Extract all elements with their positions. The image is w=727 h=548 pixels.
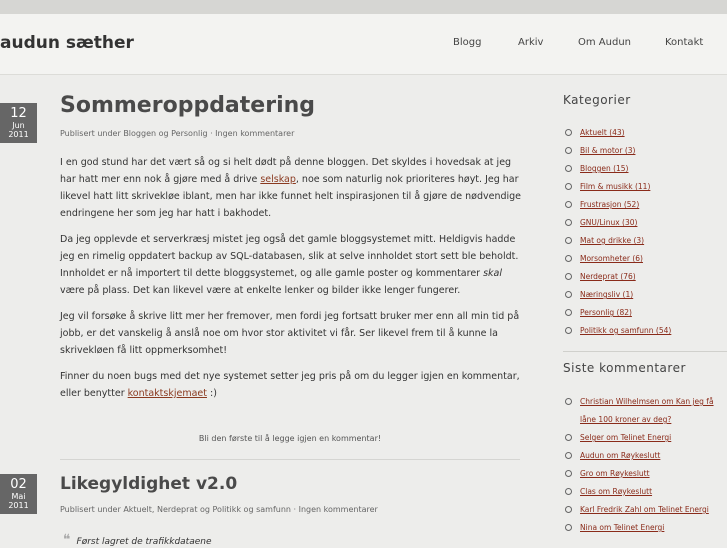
nav-blogg[interactable]: Blogg xyxy=(453,37,482,48)
category-link[interactable]: Morsomheter (6) xyxy=(580,254,643,263)
post-title[interactable]: Likegyldighet v2.0 xyxy=(60,474,238,494)
bullet-icon xyxy=(565,398,572,405)
category-link[interactable]: Mat og drikke (3) xyxy=(580,236,645,245)
post-meta-prefix: Publisert under xyxy=(60,505,121,514)
post-date-year: 2011 xyxy=(8,130,29,139)
quote-icon: ❝ xyxy=(63,532,71,548)
post-quote xyxy=(63,532,212,548)
comment-link[interactable]: Nina om Telinet Energi xyxy=(580,523,665,532)
category-item xyxy=(565,304,671,322)
bullet-icon xyxy=(565,219,572,226)
bullet-icon xyxy=(565,147,572,154)
comment-item xyxy=(565,519,725,537)
post-date-day: 02 xyxy=(10,477,27,492)
bullet-icon xyxy=(565,452,572,459)
post-date-day: 12 xyxy=(10,106,27,121)
post-paragraph xyxy=(60,231,522,299)
bullet-icon xyxy=(565,327,572,334)
category-item xyxy=(565,268,671,286)
comment-item xyxy=(565,465,725,483)
category-link[interactable]: Politikk og samfunn (54) xyxy=(580,326,672,335)
paragraph-text: være på plass. Det kan likevel være at enkelte lenker og bilder ikke lenger fungerer. xyxy=(60,285,461,296)
bullet-icon xyxy=(565,470,572,477)
post-meta-categories[interactable]: Aktuelt, Nerdeprat og Politikk og samfunn xyxy=(123,505,291,514)
comment-link[interactable]: Selger om Telinet Energi xyxy=(580,433,672,442)
post-meta-categories[interactable]: Bloggen og Personlig xyxy=(123,129,208,138)
post-meta-comments[interactable]: · Ingen kommentarer xyxy=(293,505,378,514)
kontaktskjemaet-link[interactable]: kontaktskjemaet xyxy=(127,388,207,399)
category-link[interactable]: Aktuelt (43) xyxy=(580,128,625,137)
post-date-badge xyxy=(0,474,37,514)
comment-item xyxy=(565,501,725,519)
bullet-icon xyxy=(565,524,572,531)
post-meta xyxy=(60,505,378,514)
recent-comments-heading: Siste kommentarer xyxy=(563,361,686,375)
category-link[interactable]: Næringsliv (1) xyxy=(580,290,634,299)
category-link[interactable]: Nerdeprat (76) xyxy=(580,272,636,281)
post-date-month: Jun xyxy=(12,121,25,130)
paragraph-text: Da jeg opplevde et serverkræsj mistet jeg også det gamle bloggsystemet mitt. Heldigvis hadde jeg en rimelig oppdatert backup av SQL-databasen, slik at selve innholdet stort sett ble beholdt. Innholdet er nå importert til dette bloggsystemet, og alle gamle poster og kommentarer xyxy=(60,234,519,279)
post-divider xyxy=(60,459,520,460)
bullet-icon xyxy=(565,309,572,316)
post-date-badge xyxy=(0,103,37,143)
categories-list xyxy=(565,124,671,340)
post-meta-comments[interactable]: · Ingen kommentarer xyxy=(210,129,295,138)
category-item xyxy=(565,124,671,142)
bullet-icon xyxy=(565,506,572,513)
site-header xyxy=(0,14,727,75)
comment-link[interactable]: Clas om Røykeslutt xyxy=(580,487,653,496)
comment-item xyxy=(565,429,725,447)
category-item xyxy=(565,142,671,160)
category-link[interactable]: Film & musikk (11) xyxy=(580,182,651,191)
post-meta xyxy=(60,129,294,138)
comment-prompt-link[interactable]: Bli den første til å legge igjen en kommentar! xyxy=(198,434,382,443)
category-item xyxy=(565,232,671,250)
bullet-icon xyxy=(565,434,572,441)
post-body xyxy=(60,154,522,411)
paragraph-text: :) xyxy=(207,388,217,399)
site-title[interactable]: audun sæther xyxy=(0,33,134,53)
bullet-icon xyxy=(565,237,572,244)
post-paragraph xyxy=(60,368,522,402)
bullet-icon xyxy=(565,129,572,136)
category-item xyxy=(565,160,671,178)
bullet-icon xyxy=(565,488,572,495)
category-link[interactable]: Bloggen (15) xyxy=(580,164,629,173)
main-content xyxy=(0,75,727,548)
comment-link[interactable]: Karl Fredrik Zahl om Telinet Energi xyxy=(580,505,709,514)
comment-item xyxy=(565,393,725,429)
post-paragraph xyxy=(60,154,522,222)
nav-kontakt[interactable]: Kontakt xyxy=(665,37,704,48)
nav-arkiv[interactable]: Arkiv xyxy=(518,37,544,48)
category-item xyxy=(565,214,671,232)
paragraph-text: Finner du noen bugs med det nye systemet setter jeg pris på om du legger igjen en kommentar, eller benytter xyxy=(60,371,520,399)
category-item xyxy=(565,322,671,340)
comment-link[interactable]: Christian Wilhelmsen om Kan jeg få låne 100 kroner av deg? xyxy=(580,397,714,424)
category-item xyxy=(565,196,671,214)
paragraph-text: , noe som naturlig nok prioriteres høyt. Jeg har likevel hatt litt skrivekløe iblant, men har ikke funnet helt inspirasjonen til å gjøre de nødvendige endringene her som jeg har hatt i bakhodet. xyxy=(60,174,522,219)
selskap-link[interactable]: selskap xyxy=(260,174,296,185)
category-link[interactable]: Frustrasjon (52) xyxy=(580,200,640,209)
post-meta-prefix: Publisert under xyxy=(60,129,121,138)
bullet-icon xyxy=(565,165,572,172)
comment-item xyxy=(565,483,725,501)
bullet-icon xyxy=(565,183,572,190)
post-title[interactable]: Sommeroppdatering xyxy=(60,93,316,118)
comment-link[interactable]: Audun om Røykeslutt xyxy=(580,451,661,460)
categories-heading: Kategorier xyxy=(563,93,631,107)
post-date-year: 2011 xyxy=(8,501,29,510)
bullet-icon xyxy=(565,201,572,208)
category-item xyxy=(565,250,671,268)
post-date-month: Mai xyxy=(11,492,26,501)
comment-link[interactable]: Gro om Røykeslutt xyxy=(580,469,650,478)
category-item xyxy=(565,286,671,304)
post-paragraph: Jeg vil forsøke å skrive litt mer her fremover, men fordi jeg fortsatt bruker mer enn all min tid på jobb, er det vanskelig å anslå noe om hvor stor aktivitet vi får. Ser likevel frem til å kunne la skrivekløen få litt oppmerksomhet! xyxy=(60,311,520,356)
bullet-icon xyxy=(565,291,572,298)
emphasis-text: skal xyxy=(483,268,503,279)
sidebar-divider xyxy=(563,351,727,352)
category-link[interactable]: GNU/Linux (30) xyxy=(580,218,638,227)
category-item xyxy=(565,178,671,196)
bullet-icon xyxy=(565,255,572,262)
quote-text: Først lagret de trafikkdataene xyxy=(76,537,212,547)
paragraph-text: I en god stund har det vært så og si helt dødt på denne bloggen. Det skyldes i hovedsak at jeg har hatt mer enn nok å gjøre med å drive xyxy=(60,157,512,185)
top-strip xyxy=(0,0,727,14)
comment-item xyxy=(565,447,725,465)
recent-comments-list xyxy=(565,393,725,537)
category-link[interactable]: Personlig (82) xyxy=(580,308,632,317)
bullet-icon xyxy=(565,273,572,280)
nav-om-audun[interactable]: Om Audun xyxy=(578,37,631,48)
category-link[interactable]: Bil & motor (3) xyxy=(580,146,636,155)
